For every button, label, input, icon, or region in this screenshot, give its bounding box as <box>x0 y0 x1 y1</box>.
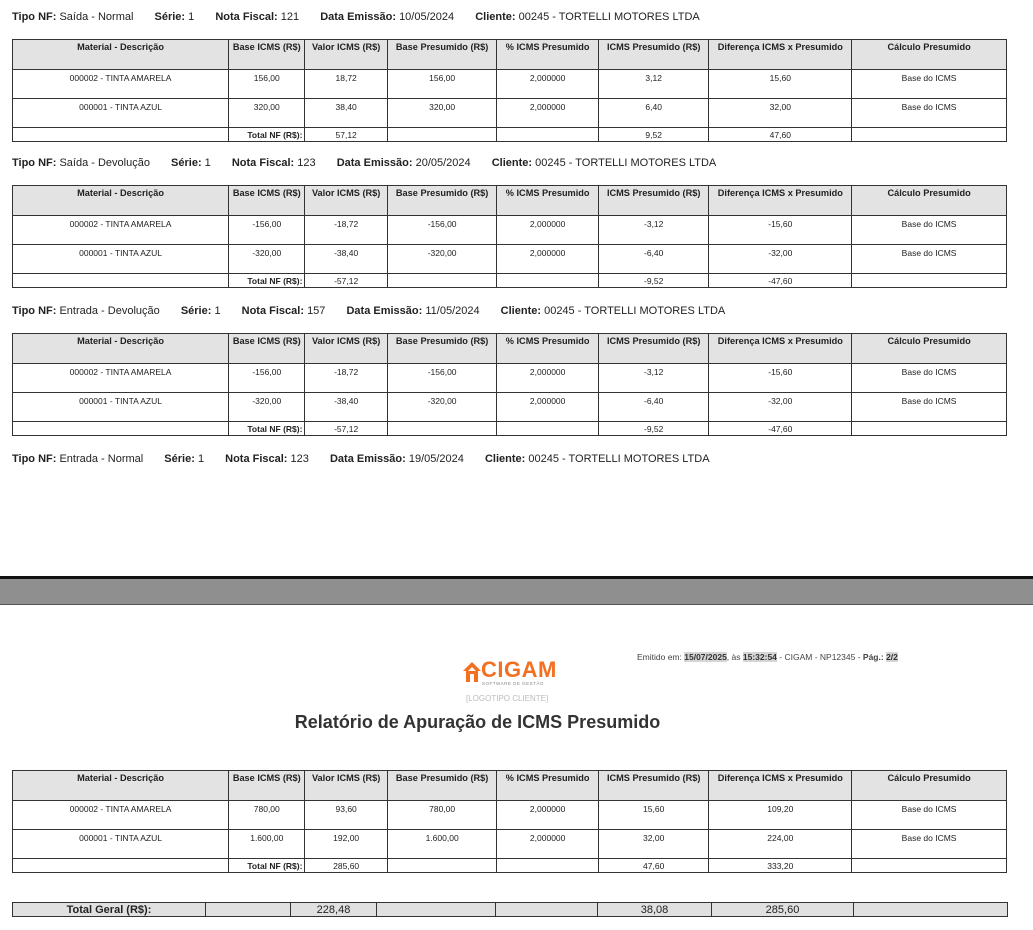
cell-base-presumido: 1.600,00 <box>387 830 497 859</box>
label-tipo: Tipo NF: <box>12 453 57 465</box>
label-cliente: Cliente: <box>484 453 526 465</box>
cell-calculo: Base do ICMS <box>852 99 1007 128</box>
cell-diferenca: -15,60 <box>709 216 852 245</box>
data-value: 11/05/2024 <box>425 305 480 317</box>
label-cliente: Cliente: <box>491 157 533 169</box>
column-header-diferenca: Diferença ICMS x Presumido <box>709 186 852 216</box>
cell-valor-icms: -18,72 <box>305 364 387 393</box>
cell-pct-icms-presumido: 2,000000 <box>497 364 599 393</box>
total-valor: -57,12 <box>305 422 387 436</box>
tipo-value: Entrada - Devolução <box>59 305 160 317</box>
total-label: Total NF (R$): <box>229 422 305 436</box>
serie-value: 1 <box>214 305 221 317</box>
total-empty <box>852 859 1007 873</box>
table-row <box>13 393 1007 422</box>
table-header-row <box>13 334 1007 364</box>
cell-material: 000001 - TINTA AZUL <box>13 393 229 422</box>
label-tipo: Tipo NF: <box>12 11 57 23</box>
total-empty <box>13 859 229 873</box>
page-break-line-bottom <box>0 604 1033 605</box>
cell-diferenca: 109,20 <box>709 801 852 830</box>
label-nota: Nota Fiscal: <box>231 157 295 169</box>
cell-calculo: Base do ICMS <box>852 216 1007 245</box>
label-data: Data Emissão: <box>346 305 423 317</box>
grand-total-empty <box>377 903 496 917</box>
table-row <box>13 99 1007 128</box>
column-header-base-presumido: Base Presumido (R$) <box>387 40 497 70</box>
cell-base-presumido: 320,00 <box>387 99 497 128</box>
cell-calculo: Base do ICMS <box>852 801 1007 830</box>
label-serie: Série: <box>164 453 195 465</box>
cell-material: 000002 - TINTA AMARELA <box>13 801 229 830</box>
cell-diferenca: 224,00 <box>709 830 852 859</box>
client-logo-placeholder: [LOGOTIPO CLIENTE] <box>466 694 549 703</box>
total-empty <box>13 274 229 288</box>
cell-base-icms: 156,00 <box>229 70 305 99</box>
grand-total-row <box>13 903 1008 917</box>
nota-value: 121 <box>280 11 300 23</box>
total-icms-presumido: 47,60 <box>598 859 709 873</box>
cell-material: 000002 - TINTA AMARELA <box>13 364 229 393</box>
cell-base-icms: -156,00 <box>229 216 305 245</box>
column-header-material: Material - Descrição <box>13 334 229 364</box>
table-row <box>13 801 1007 830</box>
column-header-valor-icms: Valor ICMS (R$) <box>305 334 387 364</box>
total-empty <box>497 859 599 873</box>
grand-total-empty <box>206 903 291 917</box>
total-diferenca: 47,60 <box>709 128 852 142</box>
label-data: Data Emissão: <box>329 453 406 465</box>
label-serie: Série: <box>154 11 186 23</box>
column-header-base-presumido: Base Presumido (R$) <box>387 334 497 364</box>
cell-valor-icms: 18,72 <box>305 70 387 99</box>
cell-icms-presumido: 15,60 <box>598 801 709 830</box>
column-header-icms-presumido: ICMS Presumido (R$) <box>598 334 709 364</box>
total-row <box>13 422 1007 436</box>
cell-valor-icms: 38,40 <box>305 99 387 128</box>
label-cliente: Cliente: <box>500 305 542 317</box>
column-header-icms-presumido: ICMS Presumido (R$) <box>598 186 709 216</box>
cell-icms-presumido: 6,40 <box>598 99 709 128</box>
total-empty <box>387 128 497 142</box>
emit-suffix: - CIGAM - NP12345 - <box>779 652 861 662</box>
column-header-pct-icms-presumido: % ICMS Presumido <box>497 40 599 70</box>
cell-pct-icms-presumido: 2,000000 <box>497 99 599 128</box>
total-valor: 57,12 <box>305 128 387 142</box>
cell-calculo: Base do ICMS <box>852 393 1007 422</box>
cell-base-icms: -156,00 <box>229 364 305 393</box>
cell-material: 000002 - TINTA AMARELA <box>13 70 229 99</box>
cell-diferenca: -32,00 <box>709 245 852 274</box>
total-valor: -57,12 <box>305 274 387 288</box>
grand-total-empty <box>496 903 598 917</box>
emit-date: 15/07/2025 <box>684 652 727 662</box>
logo-name: CIGAM <box>481 657 557 682</box>
column-header-base-icms: Base ICMS (R$) <box>229 771 305 801</box>
emission-info <box>637 652 898 662</box>
cliente-value: 00245 - TORTELLI MOTORES LTDA <box>535 157 717 169</box>
label-cliente: Cliente: <box>475 11 516 23</box>
grand-total-table <box>12 902 1008 917</box>
table-row <box>13 70 1007 99</box>
invoice-table-1 <box>12 185 1007 288</box>
label-serie: Série: <box>171 157 202 169</box>
report-title: Relatório de Apuração de ICMS Presumido <box>294 712 661 732</box>
cell-icms-presumido: 3,12 <box>598 70 709 99</box>
cell-base-presumido: -156,00 <box>387 216 497 245</box>
cliente-value: 00245 - TORTELLI MOTORES LTDA <box>528 453 710 465</box>
table-row <box>13 216 1007 245</box>
column-header-pct-icms-presumido: % ICMS Presumido <box>497 186 599 216</box>
label-nota: Nota Fiscal: <box>215 11 278 23</box>
grand-total-empty <box>854 903 1008 917</box>
column-header-valor-icms: Valor ICMS (R$) <box>305 771 387 801</box>
table-header-row <box>13 771 1007 801</box>
data-value: 20/05/2024 <box>415 157 471 169</box>
column-header-calculo: Cálculo Presumido <box>852 771 1007 801</box>
column-header-icms-presumido: ICMS Presumido (R$) <box>598 771 709 801</box>
column-header-calculo: Cálculo Presumido <box>852 40 1007 70</box>
cell-icms-presumido: -6,40 <box>598 393 709 422</box>
invoice-table-2 <box>12 333 1007 436</box>
cell-base-icms: -320,00 <box>229 245 305 274</box>
cell-calculo: Base do ICMS <box>852 70 1007 99</box>
cell-base-icms: 320,00 <box>229 99 305 128</box>
label-nota: Nota Fiscal: <box>225 453 288 465</box>
cell-base-icms: 1.600,00 <box>229 830 305 859</box>
cell-pct-icms-presumido: 2,000000 <box>497 801 599 830</box>
cell-valor-icms: -38,40 <box>305 245 387 274</box>
total-empty <box>497 274 599 288</box>
column-header-base-icms: Base ICMS (R$) <box>229 40 305 70</box>
nota-value: 157 <box>307 305 326 317</box>
total-empty <box>387 274 497 288</box>
cell-base-presumido: -320,00 <box>387 245 497 274</box>
cell-base-icms: -320,00 <box>229 393 305 422</box>
invoice-table-0 <box>12 39 1007 142</box>
total-icms-presumido: -9,52 <box>598 422 709 436</box>
cell-calculo: Base do ICMS <box>852 364 1007 393</box>
cell-material: 000001 - TINTA AZUL <box>13 99 229 128</box>
column-header-material: Material - Descrição <box>13 40 229 70</box>
table-row <box>13 245 1007 274</box>
invoice-header-2 <box>12 305 725 317</box>
serie-value: 1 <box>197 453 205 465</box>
total-empty <box>497 128 599 142</box>
cell-base-presumido: -156,00 <box>387 364 497 393</box>
table-header-row <box>13 186 1007 216</box>
cell-icms-presumido: -3,12 <box>598 216 709 245</box>
column-header-pct-icms-presumido: % ICMS Presumido <box>497 334 599 364</box>
column-header-material: Material - Descrição <box>13 186 229 216</box>
cell-icms-presumido: -6,40 <box>598 245 709 274</box>
label-serie: Série: <box>180 305 212 317</box>
page-label: Pág.: <box>862 652 884 662</box>
total-row <box>13 128 1007 142</box>
cell-icms-presumido: 32,00 <box>598 830 709 859</box>
total-diferenca: -47,60 <box>709 274 852 288</box>
column-header-diferenca: Diferença ICMS x Presumido <box>709 40 852 70</box>
total-empty <box>497 422 599 436</box>
cell-calculo: Base do ICMS <box>852 245 1007 274</box>
column-header-calculo: Cálculo Presumido <box>852 186 1007 216</box>
total-empty <box>852 274 1007 288</box>
tipo-value: Saída - Normal <box>59 11 134 23</box>
grand-total-valor: 228,48 <box>291 903 377 917</box>
cell-diferenca: 32,00 <box>709 99 852 128</box>
cell-icms-presumido: -3,12 <box>598 364 709 393</box>
label-tipo: Tipo NF: <box>12 305 57 317</box>
logo-tagline: SOFTWARE DE GESTÃO <box>482 681 544 686</box>
data-value: 19/05/2024 <box>408 453 464 465</box>
total-valor: 285,60 <box>305 859 387 873</box>
serie-value: 1 <box>204 157 211 169</box>
column-header-material: Material - Descrição <box>13 771 229 801</box>
column-header-pct-icms-presumido: % ICMS Presumido <box>497 771 599 801</box>
nota-value: 123 <box>290 453 309 465</box>
cliente-value: 00245 - TORTELLI MOTORES LTDA <box>518 11 700 23</box>
total-row <box>13 859 1007 873</box>
serie-value: 1 <box>188 11 195 23</box>
cell-pct-icms-presumido: 2,000000 <box>497 70 599 99</box>
cell-diferenca: 15,60 <box>709 70 852 99</box>
nota-value: 123 <box>297 157 316 169</box>
page-break-bar <box>0 579 1033 604</box>
emit-sep: , às <box>726 652 741 662</box>
total-empty <box>852 422 1007 436</box>
emit-time: 15:32:54 <box>742 652 777 662</box>
data-value: 10/05/2024 <box>399 11 455 23</box>
column-header-valor-icms: Valor ICMS (R$) <box>305 40 387 70</box>
cell-pct-icms-presumido: 2,000000 <box>497 830 599 859</box>
emit-prefix: Emitido em: <box>637 652 682 662</box>
label-data: Data Emissão: <box>336 157 413 169</box>
column-header-base-presumido: Base Presumido (R$) <box>387 186 497 216</box>
column-header-valor-icms: Valor ICMS (R$) <box>305 186 387 216</box>
table-row <box>13 364 1007 393</box>
label-nota: Nota Fiscal: <box>241 305 304 317</box>
total-empty <box>387 859 497 873</box>
invoice-header-3 <box>12 453 710 465</box>
table-row <box>13 830 1007 859</box>
cell-valor-icms: -38,40 <box>305 393 387 422</box>
cell-base-presumido: 780,00 <box>387 801 497 830</box>
cell-base-presumido: 156,00 <box>387 70 497 99</box>
cell-valor-icms: -18,72 <box>305 216 387 245</box>
total-label: Total NF (R$): <box>229 128 305 142</box>
grand-total-diferenca: 285,60 <box>712 903 854 917</box>
cell-pct-icms-presumido: 2,000000 <box>497 393 599 422</box>
cell-diferenca: -32,00 <box>709 393 852 422</box>
column-header-icms-presumido: ICMS Presumido (R$) <box>598 40 709 70</box>
total-label: Total NF (R$): <box>229 274 305 288</box>
column-header-base-icms: Base ICMS (R$) <box>229 334 305 364</box>
total-diferenca: 333,20 <box>709 859 852 873</box>
total-empty <box>13 128 229 142</box>
total-label: Total NF (R$): <box>229 859 305 873</box>
cliente-value: 00245 - TORTELLI MOTORES LTDA <box>544 305 726 317</box>
column-header-base-icms: Base ICMS (R$) <box>229 186 305 216</box>
cell-calculo: Base do ICMS <box>852 830 1007 859</box>
column-header-diferenca: Diferença ICMS x Presumido <box>709 771 852 801</box>
label-data: Data Emissão: <box>320 11 396 23</box>
cell-base-icms: 780,00 <box>229 801 305 830</box>
invoice-header-1 <box>12 157 716 169</box>
total-empty <box>387 422 497 436</box>
invoice-header-0 <box>12 11 700 23</box>
total-row <box>13 274 1007 288</box>
page-number: 2/2 <box>886 652 898 662</box>
cell-diferenca: -15,60 <box>709 364 852 393</box>
total-empty <box>13 422 229 436</box>
cell-base-presumido: -320,00 <box>387 393 497 422</box>
tipo-value: Saída - Devolução <box>59 157 150 169</box>
cell-material: 000002 - TINTA AMARELA <box>13 216 229 245</box>
cell-valor-icms: 93,60 <box>305 801 387 830</box>
total-empty <box>852 128 1007 142</box>
cell-material: 000001 - TINTA AZUL <box>13 245 229 274</box>
column-header-calculo: Cálculo Presumido <box>852 334 1007 364</box>
column-header-diferenca: Diferença ICMS x Presumido <box>709 334 852 364</box>
grand-total-icms-presumido: 38,08 <box>598 903 712 917</box>
total-icms-presumido: -9,52 <box>598 274 709 288</box>
table-header-row <box>13 40 1007 70</box>
grand-total-label: Total Geral (R$): <box>13 903 206 917</box>
total-icms-presumido: 9,52 <box>598 128 709 142</box>
cell-material: 000001 - TINTA AZUL <box>13 830 229 859</box>
cell-valor-icms: 192,00 <box>305 830 387 859</box>
cell-pct-icms-presumido: 2,000000 <box>497 216 599 245</box>
label-tipo: Tipo NF: <box>12 157 57 169</box>
total-diferenca: -47,60 <box>709 422 852 436</box>
cell-pct-icms-presumido: 2,000000 <box>497 245 599 274</box>
column-header-base-presumido: Base Presumido (R$) <box>387 771 497 801</box>
invoice-table-3 <box>12 770 1007 873</box>
cigam-logo-icon <box>462 661 482 683</box>
tipo-value: Entrada - Normal <box>59 453 144 465</box>
